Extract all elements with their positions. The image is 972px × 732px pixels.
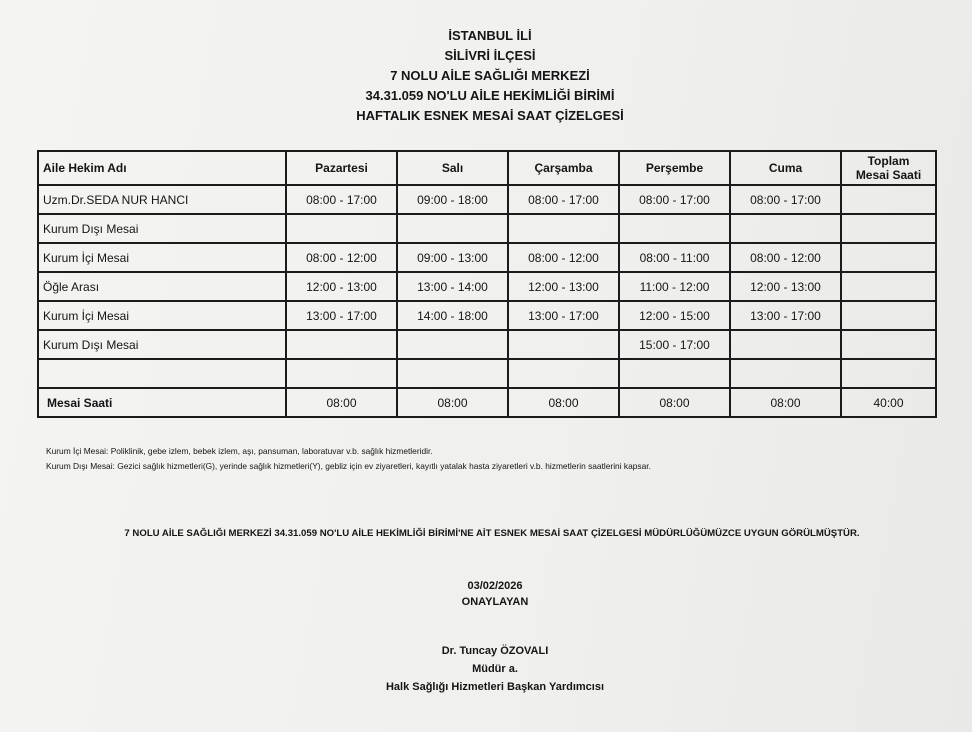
- table-cell: 08:00 - 12:00: [286, 243, 397, 272]
- row-label: Kurum İçi Mesai: [38, 301, 286, 330]
- col-header-total-line2: Mesai Saati: [855, 168, 922, 182]
- signatory-name: Dr. Tuncay ÖZOVALI: [441, 645, 549, 657]
- table-cell: 15:00 - 17:00: [619, 330, 730, 359]
- table-row: [38, 243, 936, 272]
- table-cell: [508, 330, 619, 359]
- note-external-hours: Kurum Dışı Mesai: Gezici sağlık hizmetleri(G), yerinde sağlık hizmetleri(Y), gebliz için ev ziyaretleri, kayıtlı yatalak hasta ziyaretleri v.b. hizmetlerin saatlerini kapsar.: [46, 461, 651, 471]
- table-cell: [619, 214, 730, 243]
- col-header-tuesday: Salı: [397, 151, 508, 185]
- total-cell: 08:00: [397, 388, 508, 417]
- table-cell: 12:00 - 13:00: [286, 272, 397, 301]
- table-cell: [841, 301, 936, 330]
- col-header-friday: Cuma: [730, 151, 841, 185]
- table-cell: [841, 185, 936, 214]
- signature-block: [0, 642, 972, 696]
- table-cell: 09:00 - 13:00: [397, 243, 508, 272]
- schedule-table: [37, 150, 937, 418]
- table-cell: [397, 214, 508, 243]
- col-header-doctor: Aile Hekim Adı: [38, 151, 286, 185]
- table-cell: 08:00 - 12:00: [730, 243, 841, 272]
- table-cell: [619, 359, 730, 388]
- signatory-title: Müdür a.: [472, 663, 518, 675]
- total-cell: 08:00: [730, 388, 841, 417]
- approval-statement: 7 NOLU AİLE SAĞLIĞI MERKEZİ 34.31.059 NO'LU AİLE HEKİMLİĞİ BİRİMİ'NE AİT ESNEK MESAİ SAAT ÇİZELGESİ MÜDÜRLÜĞÜMÜZCE UYGUN GÖRÜLMÜŞTÜR.: [124, 528, 860, 539]
- header-province: İSTANBUL İLİ: [448, 28, 532, 43]
- table-row: [38, 359, 936, 388]
- table-cell: 12:00 - 13:00: [730, 272, 841, 301]
- table-row: [38, 330, 936, 359]
- header-district: SİLİVRİ İLÇESİ: [444, 48, 536, 63]
- table-row: [38, 272, 936, 301]
- col-header-monday: Pazartesi: [286, 151, 397, 185]
- table-header-row: [38, 151, 936, 185]
- col-header-total-line1: Toplam: [867, 154, 910, 168]
- table-cell: 08:00 - 17:00: [286, 185, 397, 214]
- weekly-total-cell: 40:00: [841, 388, 936, 417]
- header-unit: 34.31.059 NO'LU AİLE HEKİMLİĞİ BİRİMİ: [365, 88, 615, 103]
- table-cell: [841, 243, 936, 272]
- table-cell: 08:00 - 17:00: [619, 185, 730, 214]
- table-cell: 12:00 - 13:00: [508, 272, 619, 301]
- table-cell: [730, 214, 841, 243]
- total-row-label: Mesai Saati: [38, 388, 286, 417]
- row-label: Kurum İçi Mesai: [38, 243, 286, 272]
- row-label: [38, 359, 286, 388]
- table-cell: [286, 214, 397, 243]
- total-cell: 08:00: [286, 388, 397, 417]
- total-cell: 08:00: [619, 388, 730, 417]
- table-cell: [841, 359, 936, 388]
- table-cell: 11:00 - 12:00: [619, 272, 730, 301]
- table-cell: 09:00 - 18:00: [397, 185, 508, 214]
- table-cell: 08:00 - 17:00: [508, 185, 619, 214]
- table-cell: 13:00 - 14:00: [397, 272, 508, 301]
- header-center: 7 NOLU AİLE SAĞLIĞI MERKEZİ: [390, 68, 590, 83]
- table-cell: [730, 330, 841, 359]
- col-header-thursday: Perşembe: [619, 151, 730, 185]
- row-label: Kurum Dışı Mesai: [38, 330, 286, 359]
- row-label: Kurum Dışı Mesai: [38, 214, 286, 243]
- table-cell: 14:00 - 18:00: [397, 301, 508, 330]
- approval-date: 03/02/2026: [467, 580, 523, 592]
- approver-label: ONAYLAYAN: [461, 596, 529, 608]
- table-cell: [397, 330, 508, 359]
- table-cell: 08:00 - 17:00: [730, 185, 841, 214]
- total-row: [38, 388, 936, 417]
- table-cell: [286, 359, 397, 388]
- row-label: Öğle Arası: [38, 272, 286, 301]
- table-row: [38, 185, 936, 214]
- table-cell: [841, 330, 936, 359]
- footnotes: [46, 444, 651, 474]
- table-cell: 13:00 - 17:00: [730, 301, 841, 330]
- table-cell: [730, 359, 841, 388]
- table-cell: 08:00 - 11:00: [619, 243, 730, 272]
- table-row: [38, 214, 936, 243]
- table-cell: [397, 359, 508, 388]
- row-label: Uzm.Dr.SEDA NUR HANCI: [38, 185, 286, 214]
- table-cell: [841, 272, 936, 301]
- table-cell: 13:00 - 17:00: [508, 301, 619, 330]
- approval-date-block: [0, 578, 972, 610]
- note-internal-hours: Kurum İçi Mesai: Poliklinik, gebe izlem, bebek izlem, aşı, pansuman, laboratuvar v.b. sağlık hizmetleridir.: [46, 446, 433, 456]
- document-title: HAFTALIK ESNEK MESAİ SAAT ÇİZELGESİ: [356, 108, 624, 123]
- signatory-position: Halk Sağlığı Hizmetleri Başkan Yardımcısı: [385, 681, 605, 693]
- table-row: [38, 301, 936, 330]
- table-cell: [508, 359, 619, 388]
- table-cell: 08:00 - 12:00: [508, 243, 619, 272]
- table-cell: [286, 330, 397, 359]
- total-cell: 08:00: [508, 388, 619, 417]
- table-cell: [841, 214, 936, 243]
- table-cell: [508, 214, 619, 243]
- table-cell: 13:00 - 17:00: [286, 301, 397, 330]
- col-header-total: [841, 151, 936, 185]
- table-cell: 12:00 - 15:00: [619, 301, 730, 330]
- document-header: [0, 26, 972, 126]
- col-header-wednesday: Çarşamba: [508, 151, 619, 185]
